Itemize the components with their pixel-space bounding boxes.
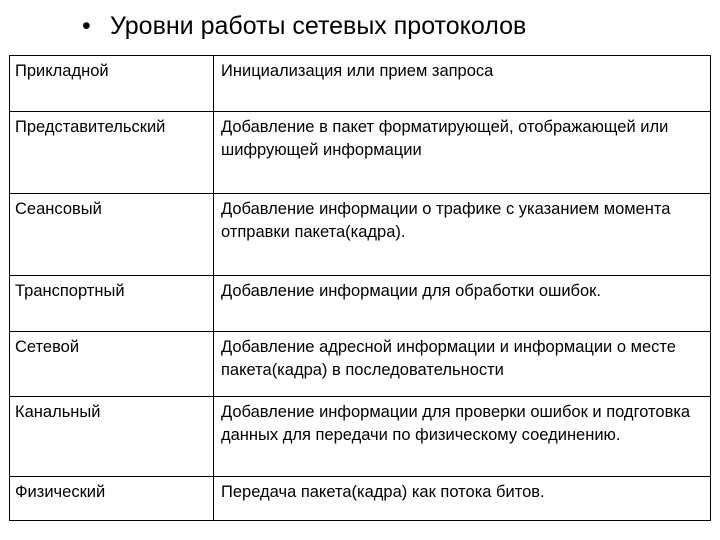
level-name-cell: Прикладной	[10, 56, 214, 112]
level-name-cell: Сеансовый	[10, 194, 214, 276]
table-row	[10, 332, 711, 397]
level-description-cell: Инициализация или прием запроса	[214, 56, 711, 112]
level-description-cell: Добавление информации для проверки ошибок и подготовка данных для передачи по физическому соединению.	[214, 397, 711, 477]
slide-title	[82, 10, 526, 42]
level-name-cell: Канальный	[10, 397, 214, 477]
level-description-cell: Передача пакета(кадра) как потока битов.	[214, 477, 711, 521]
table-row	[10, 477, 711, 521]
level-name-cell: Представительский	[10, 112, 214, 194]
level-description-cell: Добавление адресной информации и информации о месте пакета(кадра) в последовательности	[214, 332, 711, 397]
table-row	[10, 56, 711, 112]
slide-title-text: Уровни работы сетевых протоколов	[110, 12, 527, 40]
level-description-cell: Добавление информации о трафике с указанием момента отправки пакета(кадра).	[214, 194, 711, 276]
table-row	[10, 112, 711, 194]
level-description-cell: Добавление в пакет форматирующей, отображающей или шифрующей информации	[214, 112, 711, 194]
protocol-levels-table	[9, 55, 711, 521]
level-name-cell: Физический	[10, 477, 214, 521]
table-row	[10, 194, 711, 276]
table-row	[10, 397, 711, 477]
level-description-cell: Добавление информации для обработки ошибок.	[214, 276, 711, 332]
table-row	[10, 276, 711, 332]
level-name-cell: Сетевой	[10, 332, 214, 397]
level-name-cell: Транспортный	[10, 276, 214, 332]
bullet-icon: •	[82, 12, 91, 40]
